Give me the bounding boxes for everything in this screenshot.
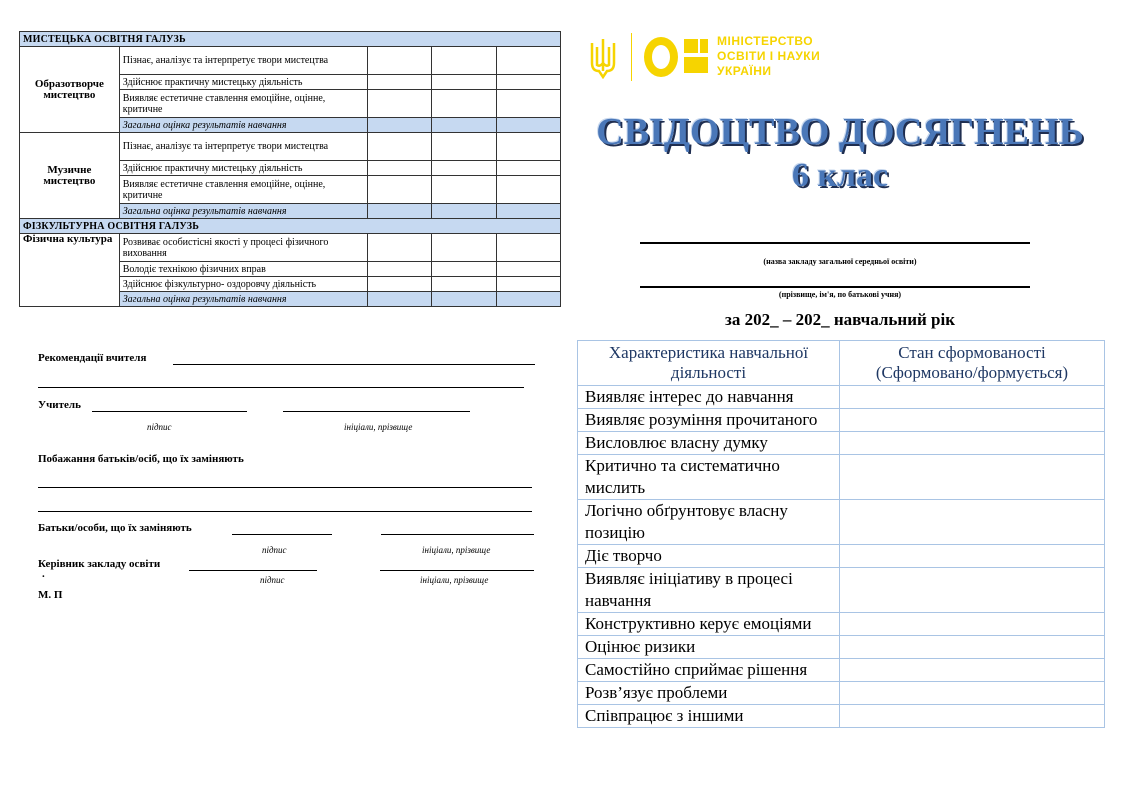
status-cell[interactable] <box>840 636 1105 659</box>
characteristic-label: Розв’язує проблеми <box>578 682 840 705</box>
table-row <box>578 386 1105 409</box>
criterion: Розвиває особистісні якості у процесі фізичного виховання <box>119 234 367 262</box>
table-row <box>578 568 1105 613</box>
criterion: Виявляє естетичне ставлення емоційне, оцінне, критичне <box>119 90 367 118</box>
stamp-label: М. П <box>38 589 63 601</box>
status-cell[interactable] <box>840 705 1105 728</box>
grade-cell[interactable] <box>367 90 431 118</box>
section-header-arts: МИСТЕЦЬКА ОСВІТНЯ ГАЛУЗЬ <box>20 32 561 47</box>
grade-cell[interactable] <box>367 176 431 204</box>
grade-cell[interactable] <box>432 234 496 262</box>
logo-square <box>684 39 698 53</box>
table-row <box>578 409 1105 432</box>
grade-cell[interactable] <box>367 118 431 133</box>
characteristic-label: Конструктивно керує емоціями <box>578 613 840 636</box>
section-header-pe: ФІЗКУЛЬТУРНА ОСВІТНЯ ГАЛУЗЬ <box>20 219 561 234</box>
grade-cell[interactable] <box>496 133 560 161</box>
characteristic-label: Висловлює власну думку <box>578 432 840 455</box>
total-row-label: Загальна оцінка результатів навчання <box>119 292 367 307</box>
characteristic-label: Діє творчо <box>578 545 840 568</box>
characteristics-table <box>577 340 1105 728</box>
subject-pe: Фізична культура <box>20 234 120 307</box>
initials-caption: ініціали, прізвище <box>344 422 413 432</box>
grade-cell[interactable] <box>496 292 560 307</box>
logo-divider <box>631 33 632 81</box>
grade-cell[interactable] <box>496 234 560 262</box>
parents-label: Батьки/особи, що їх заміняють <box>38 522 192 534</box>
characteristic-label: Співпрацює з іншими <box>578 705 840 728</box>
grade-cell[interactable] <box>496 47 560 75</box>
recommendations-label: Рекомендації вчителя <box>38 352 147 364</box>
signature-caption: підпис <box>260 575 285 585</box>
grade-cell[interactable] <box>496 90 560 118</box>
student-caption: (прізвище, ім'я, по батькові учня) <box>778 290 902 299</box>
status-cell[interactable] <box>840 613 1105 636</box>
logo-text: МІНІСТЕРСТВО ОСВІТИ І НАУКИ УКРАЇНИ <box>717 34 821 78</box>
status-cell[interactable] <box>840 568 1105 613</box>
signature-caption: підпис <box>147 422 172 432</box>
teacher-label: Учитель <box>38 399 81 411</box>
teacher-name-field[interactable] <box>283 411 470 412</box>
grade-cell[interactable] <box>367 47 431 75</box>
subject-music: Музичне мистецтво <box>20 133 120 219</box>
grade-cell[interactable] <box>496 75 560 90</box>
criterion: Здійснює практичну мистецьку діяльність <box>119 161 367 176</box>
head-name-field[interactable] <box>380 570 534 571</box>
grade-cell[interactable] <box>432 90 496 118</box>
dot: . <box>42 568 45 580</box>
characteristic-label: Самостійно сприймає рішення <box>578 659 840 682</box>
grade-cell[interactable] <box>367 262 431 277</box>
table-row <box>578 659 1105 682</box>
table-row <box>578 500 1105 545</box>
criterion: Пізнає, аналізує та інтерпретує твори мистецтва <box>119 133 367 161</box>
grade-cell[interactable] <box>367 161 431 176</box>
grade-cell[interactable] <box>496 277 560 292</box>
grade-cell[interactable] <box>367 133 431 161</box>
column-header: Стан сформованості (Сформовано/формується) <box>840 341 1105 386</box>
recommendations-field[interactable] <box>173 364 535 365</box>
table-row <box>578 455 1105 500</box>
grade-cell[interactable] <box>432 277 496 292</box>
trident-icon <box>588 37 618 79</box>
head-signature-field[interactable] <box>189 570 317 571</box>
status-cell[interactable] <box>840 659 1105 682</box>
grade-cell[interactable] <box>496 262 560 277</box>
status-cell[interactable] <box>840 500 1105 545</box>
total-row-label: Загальна оцінка результатів навчання <box>119 204 367 219</box>
criterion: Здійснює практичну мистецьку діяльність <box>119 75 367 90</box>
grade-cell[interactable] <box>367 292 431 307</box>
grade-cell[interactable] <box>496 204 560 219</box>
grade-cell[interactable] <box>496 118 560 133</box>
table-row <box>578 613 1105 636</box>
grade-cell[interactable] <box>432 262 496 277</box>
logo-o-shape <box>644 37 678 77</box>
ministry-logo <box>588 33 848 83</box>
logo-square <box>700 39 708 53</box>
table-row <box>578 545 1105 568</box>
grade-cell[interactable] <box>367 234 431 262</box>
grade-cell[interactable] <box>432 292 496 307</box>
recommendations-field-2[interactable] <box>38 387 524 388</box>
initials-caption: ініціали, прізвище <box>422 545 491 555</box>
status-cell[interactable] <box>840 455 1105 500</box>
status-cell[interactable] <box>840 409 1105 432</box>
grade-cell[interactable] <box>432 118 496 133</box>
school-caption: (назва закладу загальної середньої освіти) <box>763 257 917 266</box>
parents-signature-field[interactable] <box>232 534 332 535</box>
characteristic-label: Оцінює ризики <box>578 636 840 659</box>
characteristic-label: Виявляє розуміння прочитаного <box>578 409 840 432</box>
parents-wishes-field-2[interactable] <box>38 511 532 512</box>
grades-table <box>19 31 561 307</box>
head-label: Керівник закладу освіти <box>38 558 161 570</box>
column-header: Характеристика навчальної діяльності <box>578 341 840 386</box>
grade-cell[interactable] <box>432 133 496 161</box>
criterion: Виявляє естетичне ставлення емоційне, оцінне, критичне <box>119 176 367 204</box>
teacher-signature-field[interactable] <box>92 411 247 412</box>
logo-block <box>684 57 708 73</box>
criterion: Володіє технікою фізичних вправ <box>119 262 367 277</box>
criterion: Здійснює фізкультурно- оздоровчу діяльність <box>119 277 367 292</box>
grade-cell[interactable] <box>432 47 496 75</box>
table-row <box>578 705 1105 728</box>
grade-cell[interactable] <box>367 277 431 292</box>
grade-cell[interactable] <box>367 204 431 219</box>
table-row <box>578 682 1105 705</box>
subject-visual-art: Образотворче мистецтво <box>20 47 120 133</box>
parents-wishes-label: Побажання батьків/осіб, що їх заміняють <box>38 453 244 465</box>
table-row <box>578 636 1105 659</box>
grade-cell[interactable] <box>432 161 496 176</box>
certificate-title: СВІДОЦТВО ДОСЯГНЕНЬ <box>596 111 1084 153</box>
status-cell[interactable] <box>840 545 1105 568</box>
grade-cell[interactable] <box>496 161 560 176</box>
signature-caption: підпис <box>262 545 287 555</box>
characteristic-label: Виявляє ініціативу в процесі навчання <box>578 568 840 613</box>
initials-caption: ініціали, прізвище <box>420 575 489 585</box>
student-name-field[interactable] <box>640 286 1030 288</box>
criterion: Пізнає, аналізує та інтерпретує твори мистецтва <box>119 47 367 75</box>
grade-cell[interactable] <box>496 176 560 204</box>
characteristic-label: Критично та систематично мислить <box>578 455 840 500</box>
characteristic-label: Виявляє інтерес до навчання <box>578 386 840 409</box>
grade-cell[interactable] <box>367 75 431 90</box>
grade-cell[interactable] <box>432 204 496 219</box>
status-cell[interactable] <box>840 386 1105 409</box>
characteristic-label: Логічно обґрунтовує власну позицію <box>578 500 840 545</box>
parents-name-field[interactable] <box>381 534 534 535</box>
grade-label: 6 клас <box>791 157 889 194</box>
grade-cell[interactable] <box>432 75 496 90</box>
status-cell[interactable] <box>840 432 1105 455</box>
academic-year: за 202_ – 202_ навчальний рік <box>724 310 956 329</box>
grade-cell[interactable] <box>432 176 496 204</box>
school-name-field[interactable] <box>640 242 1030 244</box>
parents-wishes-field[interactable] <box>38 487 532 488</box>
total-row-label: Загальна оцінка результатів навчання <box>119 118 367 133</box>
status-cell[interactable] <box>840 682 1105 705</box>
table-row <box>578 432 1105 455</box>
